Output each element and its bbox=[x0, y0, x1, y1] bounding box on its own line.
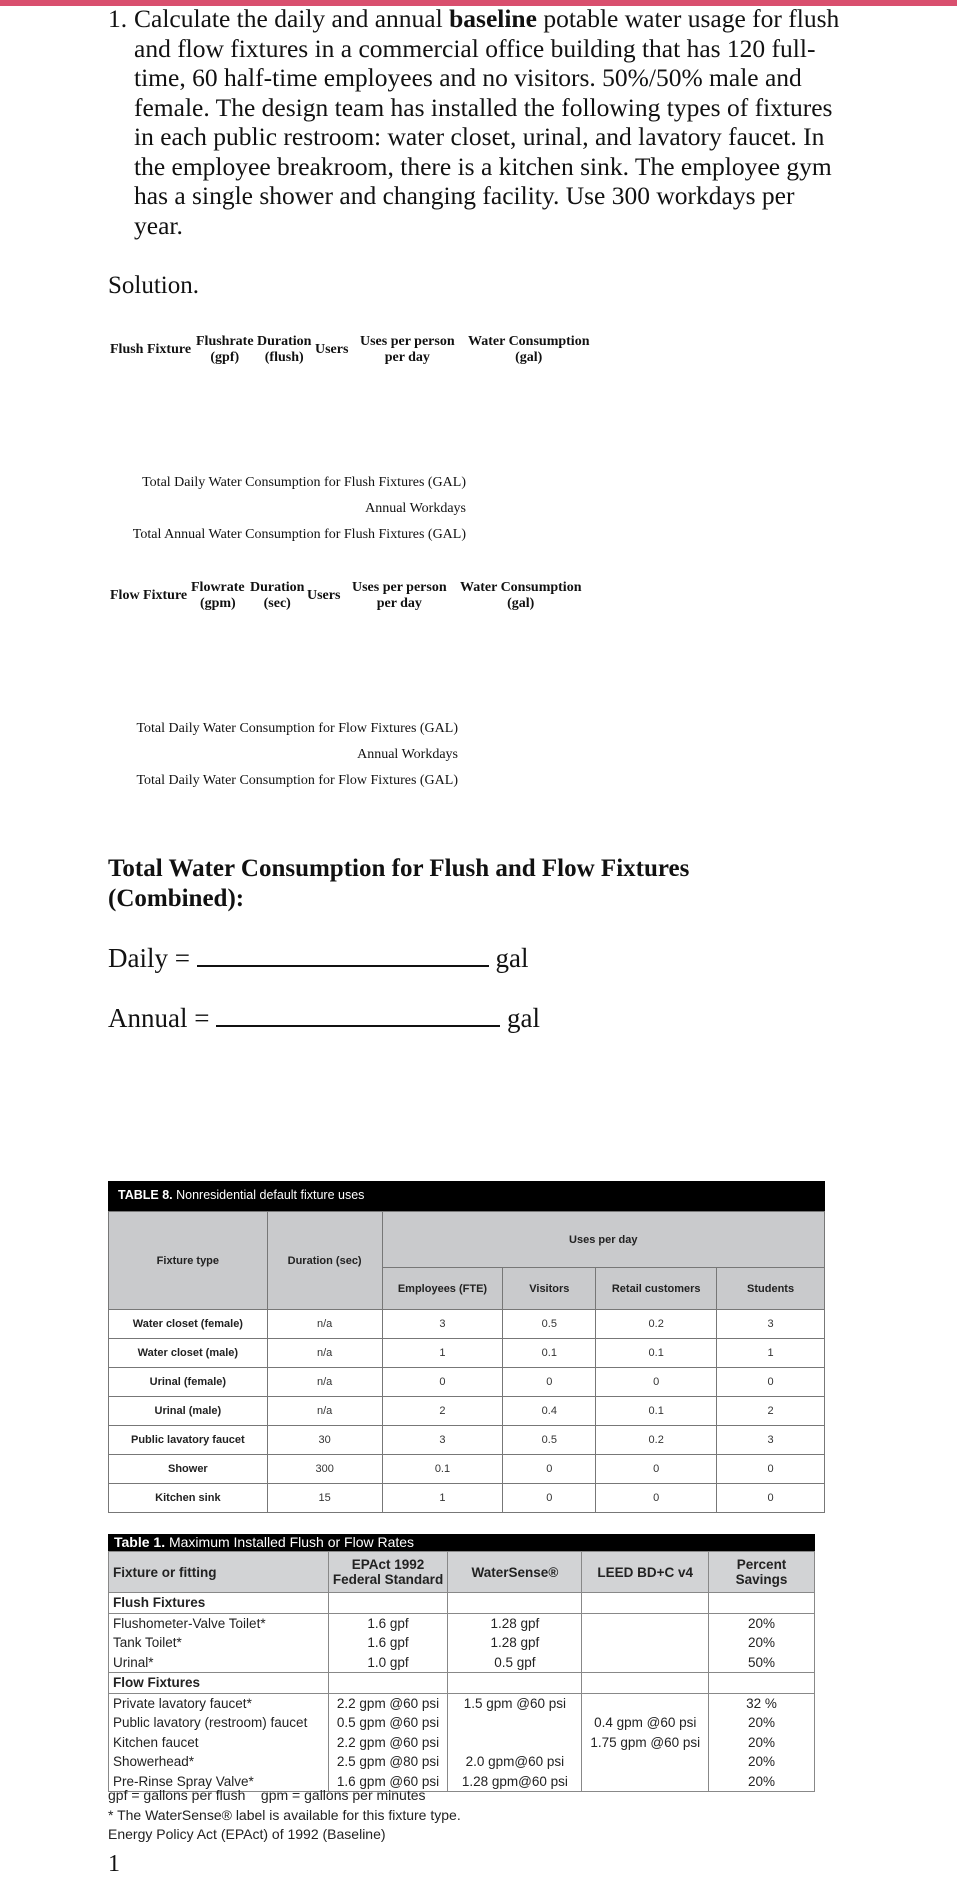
flush-col-fixture: Flush Fixture bbox=[110, 342, 192, 357]
flow-col-rate: Flowrate (gpm) bbox=[191, 580, 245, 611]
solution-label: Solution. bbox=[108, 272, 199, 299]
page-number: 1 bbox=[108, 1851, 120, 1877]
annual-unit: gal bbox=[506, 1003, 540, 1033]
table-notes bbox=[108, 1786, 461, 1845]
flow-col-consumption: Water Consumption (gal) bbox=[460, 580, 582, 611]
table8-fixture-uses bbox=[108, 1181, 825, 1513]
annual-equation bbox=[108, 1003, 540, 1034]
flow-col-uses: Uses per person per day bbox=[352, 580, 447, 611]
flush-col-uses: Uses per person per day bbox=[360, 334, 455, 365]
note-epact: Energy Policy Act (EPAct) of 1992 (Baseline) bbox=[108, 1826, 386, 1842]
daily-unit: gal bbox=[495, 943, 529, 973]
table-row: Urinal (male) n/a 2 0.4 0.1 2 bbox=[109, 1397, 825, 1426]
table-row: Urinal* 1.0 gpf 0.5 gpf 50% bbox=[109, 1653, 815, 1673]
daily-equation bbox=[108, 943, 528, 974]
table-row: Tank Toilet* 1.6 gpf 1.28 gpf 20% bbox=[109, 1633, 815, 1653]
table-row: Water closet (female) n/a 3 0.5 0.2 3 bbox=[109, 1310, 825, 1339]
flow-col-duration: Duration (sec) bbox=[250, 580, 305, 611]
table1-flow-rates bbox=[108, 1534, 815, 1792]
flow-total-daily: Total Daily Water Consumption for Flow Fixtures (GAL) bbox=[136, 721, 458, 736]
flush-annual-workdays: Annual Workdays bbox=[365, 501, 466, 516]
table8-subheader: Employees (FTE) bbox=[382, 1268, 503, 1310]
table1-header: WaterSense® bbox=[448, 1552, 582, 1593]
table-row: Private lavatory faucet* 2.2 gpm @60 psi 1.5 gpm @60 psi 32 % bbox=[109, 1693, 815, 1713]
problem-statement bbox=[108, 4, 848, 240]
flow-col-fixture: Flow Fixture bbox=[110, 588, 188, 603]
table1-header: LEED BD+C v4 bbox=[582, 1552, 709, 1593]
table8-subheader: Retail customers bbox=[596, 1268, 717, 1310]
problem-number: 1. bbox=[108, 4, 128, 33]
table8-header-fixture: Fixture type bbox=[109, 1212, 268, 1310]
table8-subheader: Visitors bbox=[503, 1268, 596, 1310]
table-row: Public lavatory (restroom) faucet 0.5 gpm @60 psi 0.4 gpm @60 psi 20% bbox=[109, 1713, 815, 1733]
table-row: Shower 300 0.1 0 0 0 bbox=[109, 1455, 825, 1484]
flow-col-users: Users bbox=[307, 588, 341, 603]
table-row: Urinal (female) n/a 0 0 0 0 bbox=[109, 1368, 825, 1397]
flush-total-daily: Total Daily Water Consumption for Flush Fixtures (GAL) bbox=[142, 475, 466, 490]
table1-section-flush: Flush Fixtures bbox=[109, 1593, 815, 1614]
annual-label: Annual = bbox=[108, 1003, 210, 1033]
daily-answer-blank[interactable] bbox=[197, 943, 489, 967]
table1-header: Fixture or fitting bbox=[109, 1552, 329, 1593]
table-row: Showerhead* 2.5 gpm @80 psi 2.0 gpm@60 psi 20% bbox=[109, 1752, 815, 1772]
flush-col-duration: Duration (flush) bbox=[257, 334, 312, 365]
table-row: Flushometer-Valve Toilet* 1.6 gpf 1.28 gpf 20% bbox=[109, 1613, 815, 1633]
table1-section-flow: Flow Fixtures bbox=[109, 1673, 815, 1694]
table1-header: Percent Savings bbox=[709, 1552, 815, 1593]
daily-label: Daily = bbox=[108, 943, 190, 973]
combined-heading: Total Water Consumption for Flush and Flow Fixtures (Combined): bbox=[108, 855, 690, 912]
note-watersense: * The WaterSense® label is available for this fixture type. bbox=[108, 1806, 461, 1823]
flow-annual-workdays: Annual Workdays bbox=[357, 747, 458, 762]
table8-header-duration: Duration (sec) bbox=[267, 1212, 382, 1310]
annual-answer-blank[interactable] bbox=[216, 1003, 500, 1027]
table-row: Kitchen sink 15 1 0 0 0 bbox=[109, 1484, 825, 1513]
flush-total-annual: Total Annual Water Consumption for Flush Fixtures (GAL) bbox=[132, 527, 466, 542]
table-row: Public lavatory faucet 30 3 0.5 0.2 3 bbox=[109, 1426, 825, 1455]
flow-total-annual: Total Daily Water Consumption for Flow Fixtures (GAL) bbox=[136, 773, 458, 788]
table8-caption: TABLE 8. Nonresidential default fixture uses bbox=[108, 1181, 825, 1211]
table1-header: EPAct 1992 Federal Standard bbox=[328, 1552, 448, 1593]
table-row: Pre-Rinse Spray Valve* 1.6 gpm @60 psi 1.28 gpm@60 psi 20% bbox=[109, 1772, 815, 1792]
table-row: Kitchen faucet 2.2 gpm @60 psi 1.75 gpm @60 psi 20% bbox=[109, 1733, 815, 1753]
problem-text: Calculate the daily and annual baseline potable water usage for flush and flow fixtures in a commercial office building that has 120 full-time, 60 half-time employees and no visitors. 50%/50% male and female. The design team has installed the following types of fixtures in each public restroom: water closet, urinal, and lavatory faucet. In the employee breakroom, there is a kitchen sink. The employee gym has a single shower and changing facility. Use 300 workdays per year. bbox=[134, 4, 840, 240]
table1-caption: Table 1. Maximum Installed Flush or Flow Rates bbox=[108, 1534, 815, 1551]
note-units: gpf = gallons per flush gpm = gallons per minutes bbox=[108, 1787, 426, 1803]
table-row: Water closet (male) n/a 1 0.1 0.1 1 bbox=[109, 1339, 825, 1368]
flush-col-rate: Flushrate (gpf) bbox=[196, 334, 254, 365]
flush-col-consumption: Water Consumption (gal) bbox=[468, 334, 590, 365]
flush-col-users: Users bbox=[315, 342, 349, 357]
table8-header-uses: Uses per day bbox=[382, 1212, 824, 1268]
table8-subheader: Students bbox=[717, 1268, 825, 1310]
